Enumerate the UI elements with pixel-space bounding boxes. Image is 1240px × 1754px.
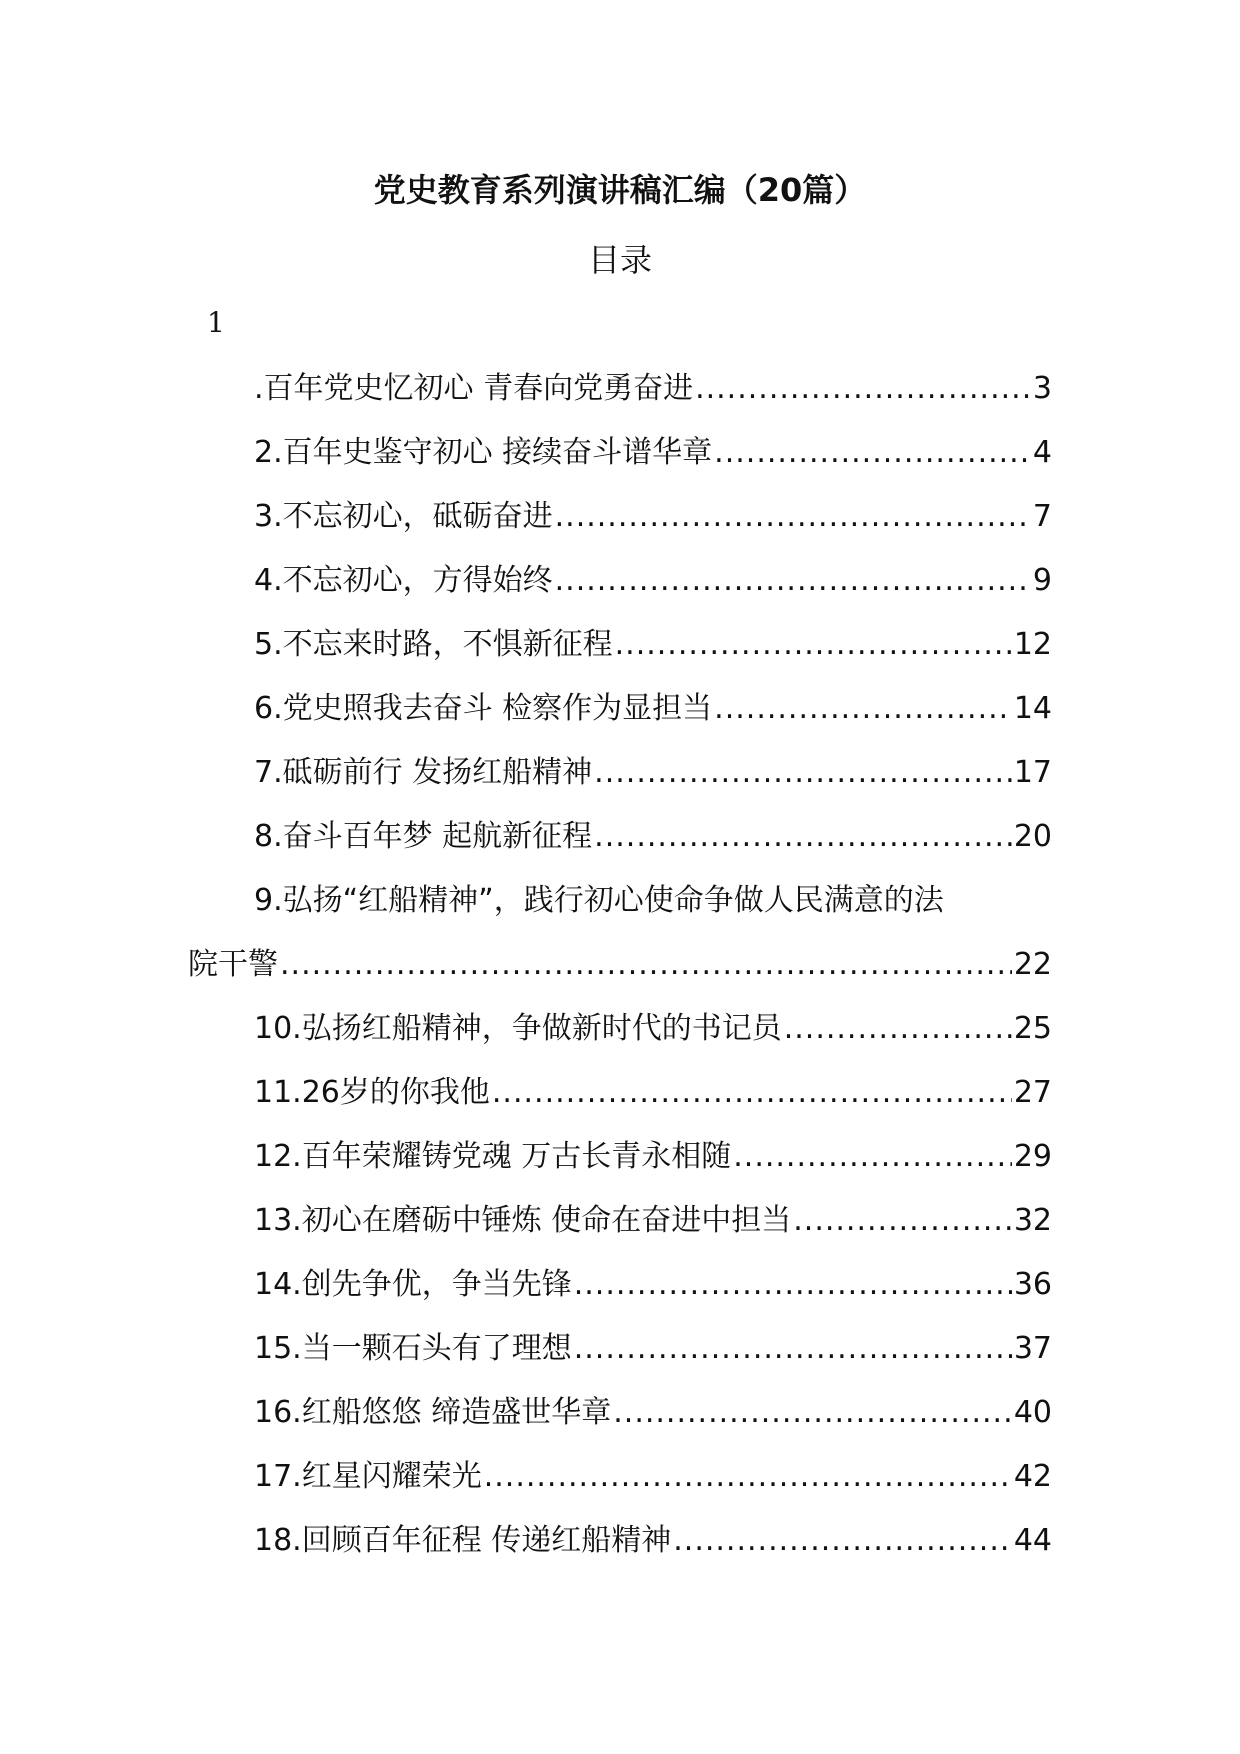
dot-leader [673,1521,1012,1561]
dot-leader [484,1457,1012,1497]
toc-entry-page: 37 [1013,1331,1052,1366]
dot-leader [784,1009,1012,1049]
dot-leader [574,1329,1012,1369]
toc-entry-title: 7.砥砺前行 发扬红船精神 [254,755,593,790]
toc-entry-8[interactable] [254,817,1052,857]
dot-leader [714,689,1012,729]
dot-leader [733,1137,1012,1177]
toc-entry-page: 22 [1013,947,1052,982]
dot-leader [613,1393,1012,1433]
toc-entry-title: 13.初心在磨砺中锤炼 使命在奋进中担当 [254,1203,792,1238]
toc-entry-page: 9 [1032,563,1052,598]
toc-entry-title: 2.百年史鉴守初心 接续奋斗谱华章 [254,435,713,470]
toc-entry-title: 11.26岁的你我他 [254,1075,490,1110]
toc-entry-title: 5.不忘来时路，不惧新征程 [254,627,613,662]
dot-leader [615,625,1012,665]
toc-entry-page: 40 [1013,1395,1052,1430]
dot-leader [594,817,1012,857]
toc-entry-3[interactable] [254,497,1052,537]
dot-leader [280,945,1012,985]
toc-entry-5[interactable] [254,625,1052,665]
toc-entry-title: 3.不忘初心，砥砺奋进 [254,499,553,534]
document-title: 党史教育系列演讲稿汇编（20篇） [373,171,867,209]
toc-entry-page: 14 [1013,691,1052,726]
toc-entry-page: 7 [1032,499,1052,534]
dot-leader [555,561,1031,601]
dot-leader [574,1265,1012,1305]
toc-entry-page: 20 [1013,819,1052,854]
toc-entry-7[interactable] [254,753,1052,793]
toc-entry-title: 15.当一颗石头有了理想 [254,1331,572,1366]
dot-leader [594,753,1012,793]
dot-leader [492,1073,1012,1113]
toc-entry-title: 17.红星闪耀荣光 [254,1459,482,1494]
toc-entry-page: 3 [1032,371,1052,406]
toc-entry-title: 12.百年荣耀铸党魂 万古长青永相随 [254,1139,732,1174]
toc-entry-6[interactable] [254,689,1052,729]
toc-entry-page: 12 [1013,627,1052,662]
toc-entry-title: 院干警 [188,947,278,982]
toc-entry-16[interactable] [254,1393,1052,1433]
toc-entry-9[interactable] [188,945,1052,985]
toc-entry-title: 14.创先争优，争当先锋 [254,1267,572,1302]
toc-heading: 目录 [587,241,652,279]
dot-leader [714,433,1031,473]
toc-entry-12[interactable] [254,1137,1052,1177]
toc-entry-page: 25 [1013,1011,1052,1046]
toc-entry-page: 42 [1013,1459,1052,1494]
toc-entry-13[interactable] [254,1201,1052,1241]
toc-entry-4[interactable] [254,561,1052,601]
toc-entry-page: 32 [1013,1203,1052,1238]
toc-entry-17[interactable] [254,1457,1052,1497]
toc-entry-1[interactable] [254,369,1052,409]
dot-leader [695,369,1031,409]
toc-entry-page: 27 [1013,1075,1052,1110]
dot-leader [793,1201,1012,1241]
toc-entry-title: 16.红船悠悠 缔造盛世华章 [254,1395,612,1430]
toc-entry-page: 17 [1013,755,1052,790]
toc-entry-page: 4 [1032,435,1052,470]
dot-leader [555,497,1031,537]
toc-entry-title: 4.不忘初心，方得始终 [254,563,553,598]
toc-entry-18[interactable] [254,1521,1052,1561]
toc-entry-page: 36 [1013,1267,1052,1302]
toc-entry-title: 6.党史照我去奋斗 检察作为显担当 [254,691,713,726]
toc-entry-page: 44 [1013,1523,1052,1558]
page-marker: 1 [207,306,225,339]
toc-entry-10[interactable] [254,1009,1052,1049]
toc-entry-title: 10.弘扬红船精神，争做新时代的书记员 [254,1011,782,1046]
toc-entry-9-first-line[interactable]: 9.弘扬“红船精神”，践行初心使命争做人民满意的法 [254,883,944,918]
toc-entry-title: 18.回顾百年征程 传递红船精神 [254,1523,672,1558]
toc-entry-11[interactable] [254,1073,1052,1113]
toc-entry-2[interactable] [254,433,1052,473]
toc-entry-title: 8.奋斗百年梦 起航新征程 [254,819,593,854]
toc-entry-15[interactable] [254,1329,1052,1369]
toc-entry-title: .百年党史忆初心 青春向党勇奋进 [254,371,694,406]
toc-entry-page: 29 [1013,1139,1052,1174]
toc-entry-14[interactable] [254,1265,1052,1305]
